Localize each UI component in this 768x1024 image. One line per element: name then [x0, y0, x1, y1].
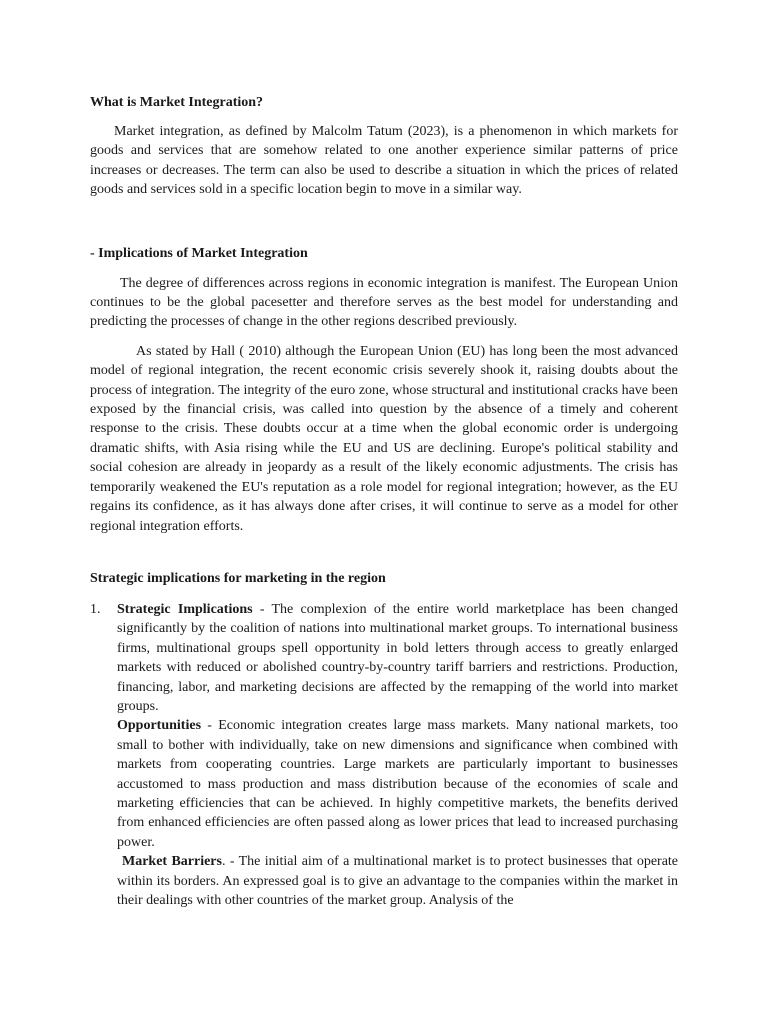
opportunities-term: Opportunities [117, 718, 202, 734]
implications-paragraph-2: As stated by Hall ( 2010) although the European Union (EU) has long been the most advanced model of regional integration, the recent economic crisis severely shook it, raising doubts about the process of integration. The integrity of the euro zone, whose structural and institutional cracks have been exposed by the financial crisis, was called into question by the absence of a timely and coherent response to the crisis. These doubts occur at a time when the global economic order is undergoing dramatic shifts, with Asia rising while the EU and US are declining. Europe's political stability and social cohesion are already in jeopardy as a result of the likely economic adjustments. The crisis has temporarily weakened the EU's reputation as a role model for regional integration; however, as the EU regains its confidence, as it has always done after crises, it will continue to serve as a model for other regional integration efforts. [90, 343, 678, 534]
opportunities-text: - Economic integration creates large mass markets. Many national markets, too small to bother with individually, take on new dimensions and significance when combined with markets from cooperating countries. Large markets are particularly important to businesses accustomed to mass production and mass distribution because of the economies of scale and marketing efficiencies that can be achieved. In highly competitive markets, the benefits derived from enhanced efficiencies are often passed along as lower prices that lead to increased purchasing power. [117, 718, 678, 850]
implications-heading: - Implications of Market Integration [90, 245, 308, 261]
list-number: 1. [90, 601, 101, 617]
strategic-implications-item [117, 600, 678, 716]
market-barriers-text: . - The initial aim of a multinational market is to protect businesses that operate within its borders. An expressed goal is to give an advantage to the companies within the market in their dealings with other countries of the market group. Analysis of the [117, 854, 679, 908]
opportunities-item [117, 716, 678, 852]
list-item-body [117, 600, 678, 911]
implications-paragraph-1: The degree of differences across regions in economic integration is manifest. The European Union continues to be the global pacesetter and therefore serves as the best model for understanding and predicting the processes of change in the other regions described previously. [90, 275, 678, 330]
strategic-implications-text: - The complexion of the entire world marketplace has been changed significantly by the coalition of nations into multinational market groups. To international business firms, multinational groups spell opportunity in bold letters through access to greatly enlarged markets with reduced or abolished country-by-country tariff barriers and restrictions. Production, financing, labor, and marketing decisions are affected by the remapping of the world into market groups. [117, 601, 678, 714]
strategic-implications-term: Strategic Implications [117, 601, 253, 617]
document-title: What is Market Integration? [90, 95, 264, 110]
market-barriers-item [117, 852, 678, 910]
market-barriers-term: Market Barriers [122, 854, 222, 870]
document-content [90, 93, 678, 910]
numbered-list [90, 600, 678, 911]
intro-paragraph: Market integration, as defined by Malcolm Tatum (2023), is a phenomenon in which markets for goods and services that are somehow related to one another experience similar patterns of price increases or decreases. The term can also be used to describe a situation in which the prices of related goods and services sold in a specific location begin to move in a similar way. [90, 124, 678, 198]
strategic-heading: Strategic implications for marketing in the region [90, 570, 386, 586]
